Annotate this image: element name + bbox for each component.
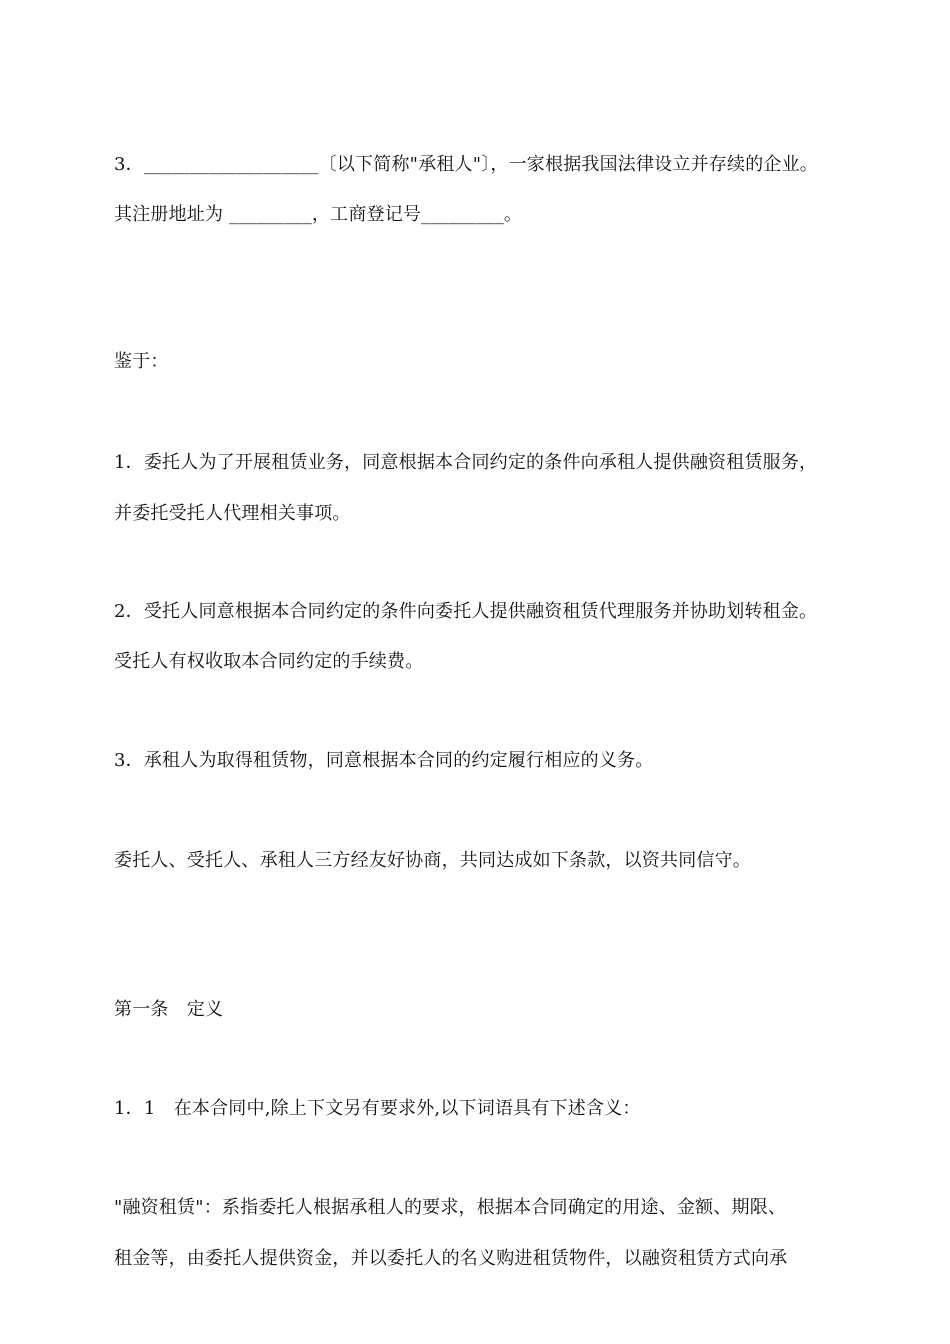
lessee-clause-line: 3．___________________〔以下简称"承租人"〕，一家根据我国法律设立并存续的企业。 [114, 154, 819, 175]
whereas-item-2-line-2: 受托人有权收取本合同约定的手续费。 [114, 651, 424, 672]
registration-line: 其注册地址为 _________，工商登记号_________。 [114, 204, 523, 225]
whereas-item-1-line-1: 1．委托人为了开展租赁业务，同意根据本合同约定的条件向承租人提供融资租赁服务， [114, 452, 818, 473]
whereas-heading: 鉴于： [114, 351, 169, 372]
whereas-item-1-line-2: 并委托受托人代理相关事项。 [114, 503, 351, 524]
whereas-item-3: 3．承租人为取得租赁物，同意根据本合同的约定履行相应的义务。 [114, 750, 654, 771]
clause-1-1: 1．1 在本合同中,除上下文另有要求外,以下词语具有下述含义： [114, 1098, 641, 1119]
article-1-heading: 第一条 定义 [114, 999, 224, 1020]
whereas-item-2-line-1: 2．受托人同意根据本合同约定的条件向委托人提供融资租赁代理服务并协助划转租金。 [114, 601, 818, 622]
definition-line-2: 租金等，由委托人提供资金，并以委托人的名义购进租赁物件，以融资租赁方式向承 [114, 1248, 788, 1269]
definition-line-1: "融资租赁"：系指委托人根据承租人的要求，根据本合同确定的用途、金额、期限、 [114, 1197, 787, 1218]
agreement-statement: 委托人、受托人、承租人三方经友好协商，共同达成如下条款，以资共同信守。 [114, 850, 751, 871]
